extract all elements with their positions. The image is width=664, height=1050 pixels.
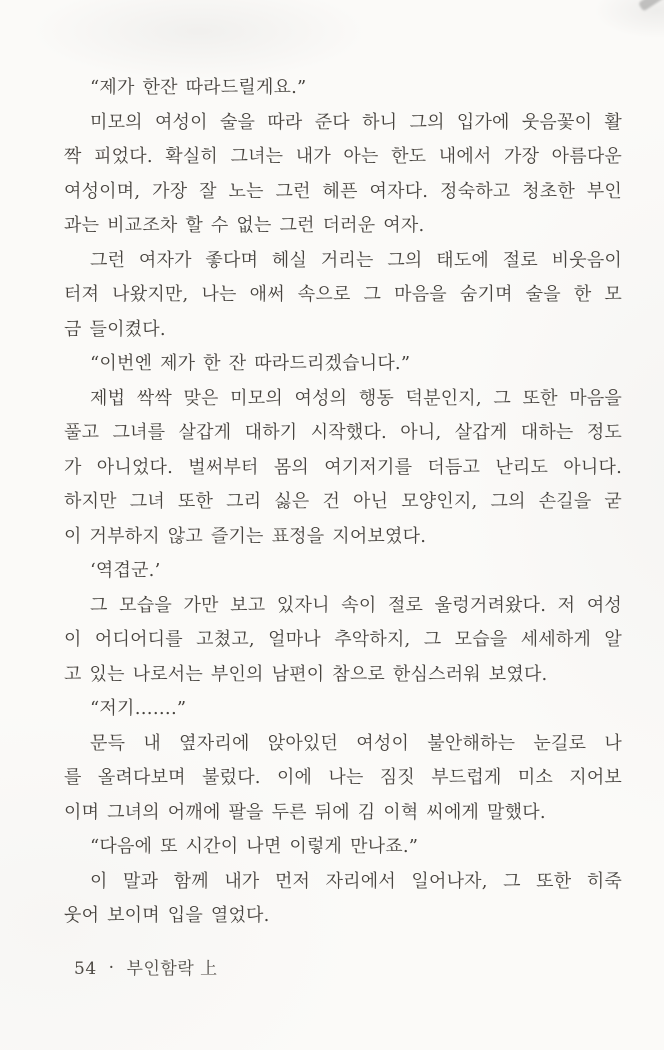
text-line: 터져 나왔지만, 나는 애써 속으로 그 마음을 숨기며 술을 한 모	[64, 284, 622, 305]
text-line: 미모의 여성이 술을 따라 준다 하니 그의 입가에 웃음꽃이 활	[90, 111, 622, 133]
text-line: 이며 그녀의 어깨에 팔을 두른 뒤에 김 이혁 씨에게 말했다.	[64, 801, 546, 823]
text-line: 를 올려다보며 불렀다. 이에 나는 짐짓 부드럽게 미소 지어보	[64, 767, 622, 788]
text-line: “제가 한잔 따라드릴게요.”	[90, 77, 307, 98]
text-line: 그런 여자가 좋다며 헤실 거리는 그의 태도에 절로 비웃음이	[90, 249, 622, 271]
text-line: “이번엔 제가 한 잔 따라드리겠습니다.”	[90, 353, 411, 374]
text-line: 풀고 그녀를 살갑게 대하기 시작했다. 아니, 살갑게 대하는 정도	[64, 422, 622, 443]
text-line: 제법 싹싹 맞은 미모의 여성의 행동 덕분인지, 그 또한 마음을	[90, 387, 622, 409]
text-line: 여성이며, 가장 잘 노는 그런 헤픈 여자다. 정숙하고 청초한 부인	[64, 180, 622, 202]
footer-separator-dot: ·	[108, 958, 115, 978]
text-line: 금 들이켰다.	[64, 318, 166, 340]
text-line: 가 아니었다. 벌써부터 몸의 여기저기를 더듬고 난리도 아니다.	[64, 456, 622, 478]
text-line: 그 모습을 가만 보고 있자니 속이 절로 울렁거려왔다. 저 여성	[90, 594, 622, 616]
text-line: 고 있는 나로서는 부인의 남편이 참으로 한심스러워 보였다.	[64, 663, 548, 685]
text-line: 웃어 보이며 입을 열었다.	[64, 905, 270, 926]
text-line: 이 어디어디를 고쳤고, 얼마나 추악하지, 그 모습을 세세하게 알	[64, 629, 622, 650]
text-line: 이 거부하지 않고 즐기는 표정을 지어보였다.	[64, 525, 427, 547]
text-line: 짝 피었다. 확실히 그녀는 내가 아는 한도 내에서 가장 아름다운	[64, 146, 622, 167]
page-footer	[74, 954, 218, 984]
text-line: 이 말과 함께 내가 먼저 자리에서 일어나자, 그 또한 히죽	[90, 870, 622, 892]
text-line: “다음에 또 시간이 나면 이렇게 만나죠.”	[90, 836, 419, 857]
text-line: 과는 비교조차 할 수 없는 그런 더러운 여자.	[64, 215, 425, 236]
text-line: “저기…….”	[90, 698, 187, 719]
page-number: 54	[74, 959, 97, 979]
book-title: 부인함락 上	[126, 959, 218, 979]
scan-artifact	[638, 0, 664, 11]
text-line: ‘역겹군.’	[90, 560, 161, 581]
text-line: 하지만 그녀 또한 그리 싫은 건 아닌 모양인지, 그의 손길을 굳	[64, 491, 622, 512]
text-line: 문득 내 옆자리에 앉아있던 여성이 불안해하는 눈길로 나	[90, 732, 622, 754]
page-text	[64, 71, 622, 934]
